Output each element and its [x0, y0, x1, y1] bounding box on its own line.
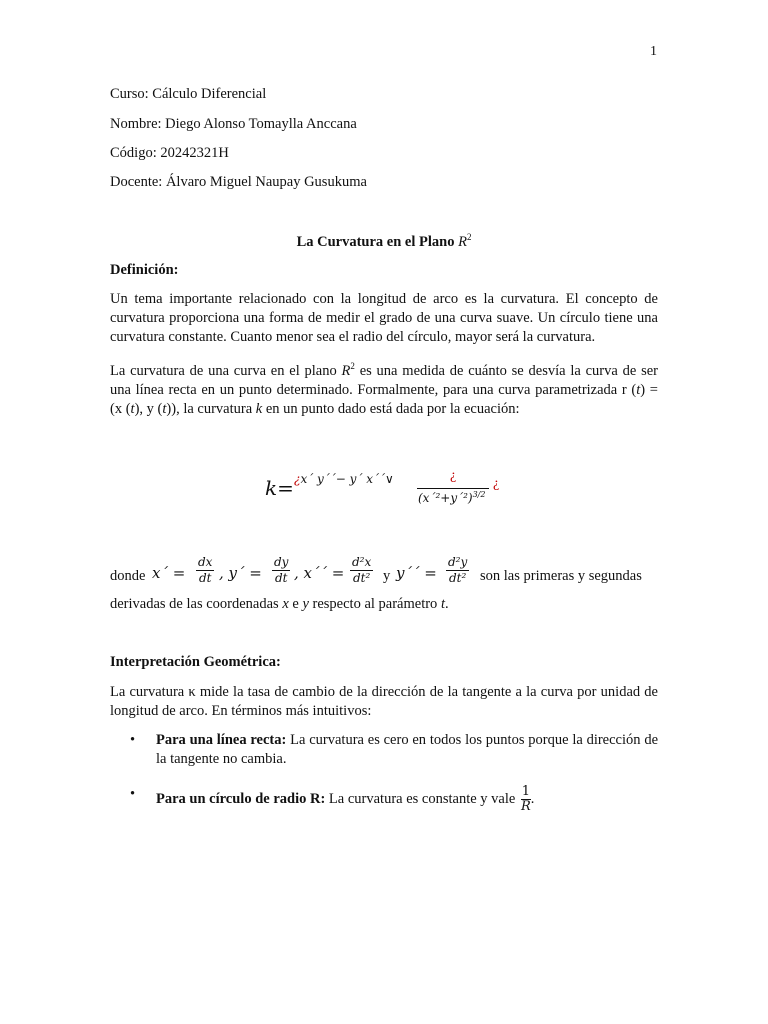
paragraph-definition: La curvatura de una curva en el plano $R^2$ es una medida de cuánto se desvía la curva de ser una línea recta en un punto determinado. Formalmente, para una curva parametrizada r (t) = (x (t), y (t)), la curvatura k en un punto dado está dada por la ecuación: — [110, 361, 658, 417]
document-title — [0, 232, 768, 251]
y-double-prime-symbol: y´´ = — [396, 564, 437, 582]
page-number: 1 — [650, 44, 657, 59]
paragraph-derivatives: derivadas de las coordenadas x e y respecto al parámetro t. — [110, 596, 449, 612]
x-double-prime-fraction: $\frac{\text{d²x}}{\text{dt²}}$ — [352, 555, 372, 585]
curvature-equation — [265, 470, 535, 510]
bullet-list — [130, 731, 658, 814]
title-text: La Curvatura en el Plano — [296, 233, 459, 250]
list-item: • Para un círculo de radio R: La curvatura es constante y vale $\frac{1}{R}$ . — [130, 785, 658, 814]
name-line: Nombre: Diego Alonso Tomaylla Anccana — [110, 116, 357, 132]
course-line: Curso: Cálculo Diferencial — [110, 86, 267, 102]
derivatives-line — [110, 552, 658, 592]
definition-heading: Definición: — [110, 262, 179, 278]
equation-lhs: k= — [265, 476, 294, 500]
x-prime-fraction: $\frac{dx}{dt}$ — [198, 555, 213, 585]
equation-denominator: (x´²+y´²)$^{3/2}$ — [418, 490, 486, 505]
one-over-r-fraction: $\frac{1}{R}$ — [520, 784, 531, 814]
y-word: y — [383, 568, 391, 584]
list-item: • Para una línea recta: La curvatura es cero en todos los puntos porque la dirección de la tangente no cambia. — [130, 731, 658, 769]
title-math: $R^2$ — [458, 232, 472, 250]
equation-fraction-line — [417, 488, 489, 489]
code-line: Código: 20242321H — [110, 145, 229, 161]
x-prime-symbol: x´ = — [152, 564, 186, 582]
y-prime-symbol: , y´ = — [219, 564, 262, 582]
paragraph-intro: Un tema importante relacionado con la longitud de arco es la curvatura. El concepto de curvatura proporciona una forma de medir el grado de una curva suave. Un círculo tiene una curvatura constante. Cuanto menor sea el radio del círculo, mayor será la curvatura. — [110, 291, 658, 345]
y-prime-fraction: $\frac{dy}{dt}$ — [274, 555, 289, 585]
derivatives-tail: son las primeras y segundas — [480, 568, 642, 584]
donde-word: donde — [110, 568, 146, 584]
y-double-prime-fraction: $\frac{\text{d²y}}{\text{dt²}}$ — [448, 555, 468, 585]
teacher-line: Docente: Álvaro Miguel Naupay Gusukuma — [110, 174, 367, 190]
plane-symbol: $R^2$ — [341, 361, 355, 379]
equation-top-mark: ¿ — [450, 468, 457, 483]
interpretation-heading: Interpretación Geométrica: — [110, 654, 281, 670]
paragraph-interpretation: La curvatura κ mide la tasa de cambio de la dirección de la tangente a la curva por unidad de longitud de arco. En términos más intuitivos: — [110, 684, 658, 719]
equation-numerator: ¿x´ y´´− y´ x´´∨ — [294, 472, 394, 486]
x-double-prime-symbol: , x´´ = — [294, 564, 345, 582]
equation-close-mark: ¿ — [493, 476, 500, 491]
